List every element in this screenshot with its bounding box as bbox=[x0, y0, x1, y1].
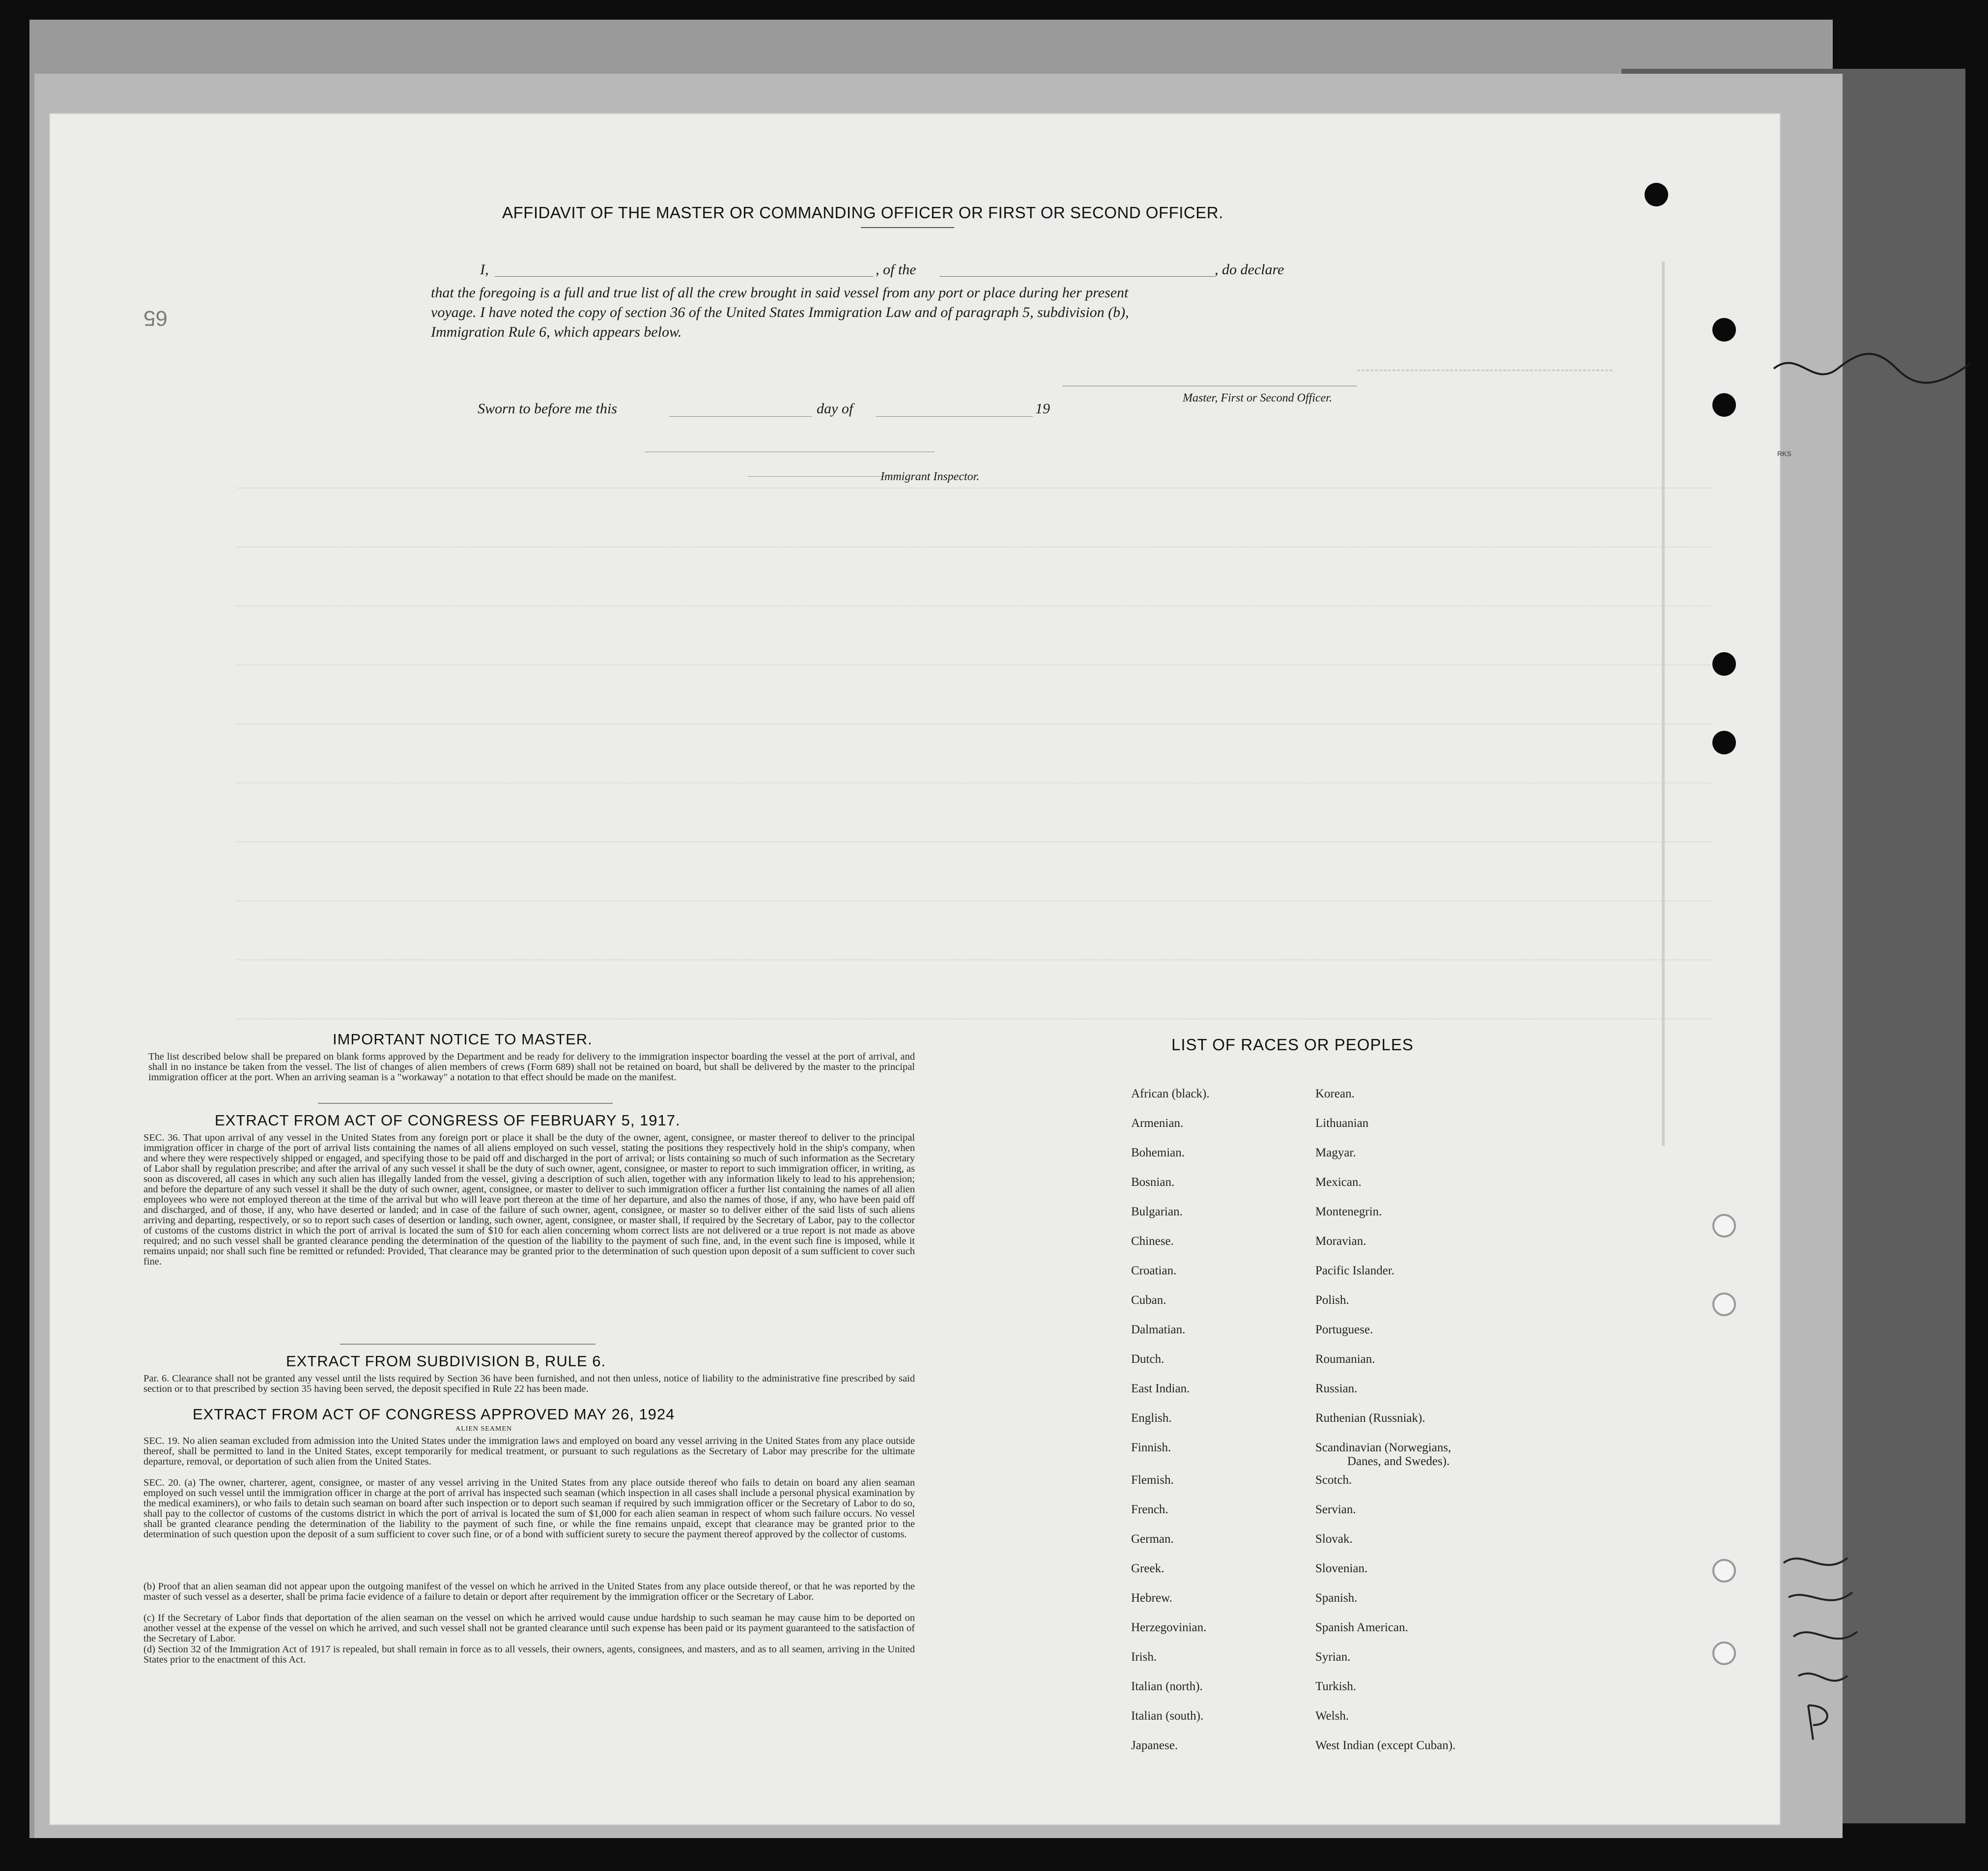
race-item: Spanish American. bbox=[1315, 1621, 1408, 1634]
affidavit-line-3: Immigration Rule 6, which appears below. bbox=[431, 324, 682, 340]
punch-hole-icon bbox=[1712, 1641, 1736, 1665]
race-item: Bohemian. bbox=[1131, 1146, 1185, 1159]
punch-hole-icon bbox=[1712, 731, 1736, 754]
race-item: Turkish. bbox=[1315, 1680, 1357, 1693]
race-item: Greek. bbox=[1131, 1562, 1164, 1575]
race-item: Lithuanian bbox=[1315, 1117, 1369, 1130]
punch-hole-icon bbox=[1712, 652, 1736, 676]
extract-1924-sec20d: (d) Section 32 of the Immigration Act of 1917 is repealed, but shall remain in force as to all vessels, their owners, agents, consignees, and masters, and as to all seamen, arriving in the United States prior to the enactment of this Act. bbox=[143, 1644, 915, 1665]
race-item: French. bbox=[1131, 1503, 1168, 1516]
race-item: West Indian (except Cuban). bbox=[1315, 1739, 1456, 1752]
race-item: Croatian. bbox=[1131, 1264, 1177, 1277]
race-item: Bulgarian. bbox=[1131, 1205, 1183, 1218]
race-item: Slovak. bbox=[1315, 1532, 1353, 1546]
race-item: Japanese. bbox=[1131, 1739, 1178, 1752]
race-item: Ruthenian (Russniak). bbox=[1315, 1411, 1425, 1425]
affidavit-i-label: I, bbox=[480, 261, 489, 278]
extract-1917-title: EXTRACT FROM ACT OF CONGRESS OF FEBRUARY 5, 1917. bbox=[215, 1112, 681, 1129]
races-title: LIST OF RACES OR PEOPLES bbox=[1171, 1036, 1414, 1054]
race-item: English. bbox=[1131, 1411, 1172, 1425]
race-item: African (black). bbox=[1131, 1087, 1210, 1100]
race-item: Hebrew. bbox=[1131, 1591, 1172, 1605]
affidavit-of-the-label: , of the bbox=[876, 261, 916, 278]
affidavit-title: AFFIDAVIT OF THE MASTER OR COMMANDING OFFICER OR FIRST OR SECOND OFFICER. bbox=[502, 203, 1223, 222]
race-item: Armenian. bbox=[1131, 1117, 1184, 1130]
race-item: Italian (south). bbox=[1131, 1709, 1204, 1723]
extract-1924-title: EXTRACT FROM ACT OF CONGRESS APPROVED MAY 26, 1924 bbox=[193, 1406, 675, 1423]
notice-text: The list described below shall be prepared on blank forms approved by the Department and be ready for delivery to the immigration inspector boarding the vessel at the port of arrival, and shall in no instance be taken from the vessel. The list of changes of alien members of crews (Form 689) shall not be retained on board, but shall be delivered by the master to the principal immigration officer at the port. When an arriving seaman is a "workaway" a notation to that effect should be made on the manifest. bbox=[148, 1051, 915, 1083]
extract-1924-sec20b: (b) Proof that an alien seaman did not appear upon the outgoing manifest of the vessel on which he arrived in the United States from any place outside thereof, or that he was reported by the master of such vessel as a deserter, shall be prima facie evidence of a failure to detain or deport after requirement by the immigration officer or the Secretary of Labor. bbox=[143, 1581, 915, 1602]
race-item: Flemish. bbox=[1131, 1473, 1174, 1487]
race-item: Magyar. bbox=[1315, 1146, 1356, 1159]
section-divider bbox=[318, 1103, 613, 1104]
vessel-name-line bbox=[939, 276, 1215, 277]
race-item: Pacific Islander. bbox=[1315, 1264, 1395, 1277]
year-prefix: 19 bbox=[1035, 401, 1050, 417]
race-item: Welsh. bbox=[1315, 1709, 1349, 1723]
race-item: Italian (north). bbox=[1131, 1680, 1203, 1693]
inspector-label: Immigrant Inspector. bbox=[880, 470, 980, 483]
master-name-line bbox=[495, 276, 873, 277]
extract-rule6-text: Par. 6. Clearance shall not be granted any vessel until the lists required by Section 36 have been furnished, and not then unless, notice of liability to the administrative fine prescribed by said section or to that prescribed by section 35 having been served, the deposit specified in Rule 22 has been made. bbox=[143, 1373, 915, 1394]
sworn-month-line bbox=[876, 416, 1033, 417]
race-item: Scotch. bbox=[1315, 1473, 1352, 1487]
punch-hole-icon bbox=[1712, 1293, 1736, 1316]
day-of-label: day of bbox=[817, 401, 853, 417]
race-item: Bosnian. bbox=[1131, 1176, 1175, 1189]
handwritten-annotation-icon bbox=[1774, 1543, 1872, 1750]
race-item: Herzegovinian. bbox=[1131, 1621, 1207, 1634]
extract-1924-subtitle: ALIEN SEAMEN bbox=[455, 1425, 512, 1433]
race-item: Servian. bbox=[1315, 1503, 1356, 1516]
notice-title: IMPORTANT NOTICE TO MASTER. bbox=[333, 1031, 593, 1048]
race-item: Dutch. bbox=[1131, 1353, 1164, 1366]
master-signature-label: Master, First or Second Officer. bbox=[1183, 392, 1332, 404]
race-item: Portuguese. bbox=[1315, 1323, 1373, 1336]
edge-text-rks: RKS bbox=[1777, 450, 1791, 458]
race-item: Syrian. bbox=[1315, 1650, 1351, 1664]
race-item: Cuban. bbox=[1131, 1294, 1166, 1307]
race-item: Spanish. bbox=[1315, 1591, 1358, 1605]
race-item: Korean. bbox=[1315, 1087, 1355, 1100]
race-item: East Indian. bbox=[1131, 1382, 1190, 1395]
race-item: Mexican. bbox=[1315, 1176, 1362, 1189]
affidavit-do-declare-label: , do declare bbox=[1215, 261, 1284, 278]
race-item: Polish. bbox=[1315, 1294, 1349, 1307]
race-item: Irish. bbox=[1131, 1650, 1157, 1664]
race-item: Roumanian. bbox=[1315, 1353, 1375, 1366]
punch-hole-icon bbox=[1712, 393, 1736, 417]
race-item: Chinese. bbox=[1131, 1235, 1174, 1248]
extract-1924-sec20a: SEC. 20. (a) The owner, charterer, agent, consignee, or master of any vessel arriving in the United States from any place outside thereof who fails to detain on board any alien seaman employed on such vessel until the immigration officer in charge at the port of arrival has inspected such seaman (which inspection in all cases shall include a personal physical examination by the medical examiners), or who fails to detain such seaman on board after such inspection or to deport such seaman if required by such immigration officer or the Secretary of Labor to do so, shall pay to the collector of customs of the customs district in which the port of arrival is located the sum of $1,000 for each alien seaman in respect of whom such failure occurs. No vessel shall be granted clearance pending the determination of the liability to the payment of such fine, or while the fine remains unpaid, except that clearance may be granted prior to the determination of such question upon the deposit of a sum sufficient to cover such fine, or of a bond with sufficient surety to secure the payment thereof approved by the collector of customs. bbox=[143, 1477, 915, 1540]
race-item: Scandinavian (Norwegians, bbox=[1315, 1441, 1451, 1454]
race-item: Finnish. bbox=[1131, 1441, 1171, 1454]
affidavit-line-2: voyage. I have noted the copy of section 36 of the United States Immigration Law and of paragraph 5, subdivision (b), bbox=[431, 304, 1129, 320]
race-item: Slovenian. bbox=[1315, 1562, 1368, 1575]
race-item: Russian. bbox=[1315, 1382, 1358, 1395]
extract-1917-text: SEC. 36. That upon arrival of any vessel in the United States from any foreign port or place it shall be the duty of the owner, agent, consignee, or master thereof to deliver to the principal immigration officer in charge of the port of arrival lists containing the names of all aliens employed on such vessel, stating the positions they respectively hold in the ship's company, when and where they were respectively shipped or engaged, and specifying those to be paid off and discharged in the port of arrival; or lists containing so much of such information as the Secretary of Labor shall by regulation prescribe; and after the arrival of any such vessel it shall be the duty of such owner, agent, consignee, or master to report to such immigration officer, in writing, as soon as discovered, all cases in which any such alien has illegally landed from the vessel, giving a description of such alien, together with any information likely to lead to his apprehension; and before the departure of any such vessel it shall be the duty of such owner, agent, consignee, or master to deliver to such immigration officer a further list containing the names of all alien employees who were not employed thereon at the time of the arrival but who will leave port thereon at the time of her departure, and also the names of those, if any, who have been paid off and discharged, and of those, if any, who have deserted or landed; and in case of the failure of such owner, agent, consignee, or master so to deliver either of the said lists of such aliens arriving and departing, respectively, or so to report such cases of desertion or landing, such owner, agent, consignee, or master shall, if required by the Secretary of Labor, pay to the collector of customs of the customs district in which the port of arrival is located the sum of $10 for each alien concerning whom correct lists are not delivered or a true report is not made as above required; and no such vessel shall be granted clearance pending the determination of the question of the liability to the payment of such fine, and, in the event such fine is imposed, while it remains unpaid; nor shall such fine be remitted or refunded: Provided, That clearance may be granted prior to the determination of such question upon deposit of a sum sufficient to cover such fine. bbox=[143, 1132, 915, 1267]
title-underline bbox=[861, 227, 954, 228]
punch-hole-icon bbox=[1712, 1214, 1736, 1238]
race-item: Montenegrin. bbox=[1315, 1205, 1382, 1218]
race-item: Dalmatian. bbox=[1131, 1323, 1186, 1336]
inspector-short-line bbox=[748, 476, 885, 477]
section-divider bbox=[340, 1344, 596, 1345]
margin-page-number: 65 bbox=[143, 306, 168, 330]
race-item: Moravian. bbox=[1315, 1235, 1366, 1248]
race-item: German. bbox=[1131, 1532, 1174, 1546]
race-item-continuation: Danes, and Swedes). bbox=[1347, 1455, 1450, 1468]
sworn-label: Sworn to before me this bbox=[478, 401, 617, 417]
form-page bbox=[49, 113, 1791, 1825]
affidavit-line-1: that the foregoing is a full and true list of all the crew brought in said vessel from any port or place during her present bbox=[431, 285, 1129, 301]
sworn-day-line bbox=[669, 416, 812, 417]
punch-hole-icon bbox=[1712, 1559, 1736, 1583]
extract-rule6-title: EXTRACT FROM SUBDIVISION B, RULE 6. bbox=[286, 1353, 606, 1370]
extract-1924-sec19: SEC. 19. No alien seaman excluded from admission into the United States under the immigration laws and employed on board any vessel arriving in the United States from any place outside thereof, shall be permitted to land in the United States, except temporarily for medical treatment, or pursuant to such regulations as the Secretary of Labor may prescribe for the ultimate departure, removal, or deportation of such alien from the United States. bbox=[143, 1436, 915, 1467]
handwriting-squiggle-icon bbox=[1769, 339, 1975, 398]
punch-hole-icon bbox=[1712, 318, 1736, 342]
punch-hole-icon bbox=[1645, 183, 1668, 206]
extract-1924-sec20c: (c) If the Secretary of Labor finds that deportation of the alien seaman on the vessel on which he arrived would cause undue hardship to such seaman he may cause him to be deported on another vessel at the expense of the vessel on which he arrived, and such vessel shall not be granted clearance until such expense has been paid or its payment guaranteed to the satisfaction of the Secretary of Labor. bbox=[143, 1612, 915, 1644]
